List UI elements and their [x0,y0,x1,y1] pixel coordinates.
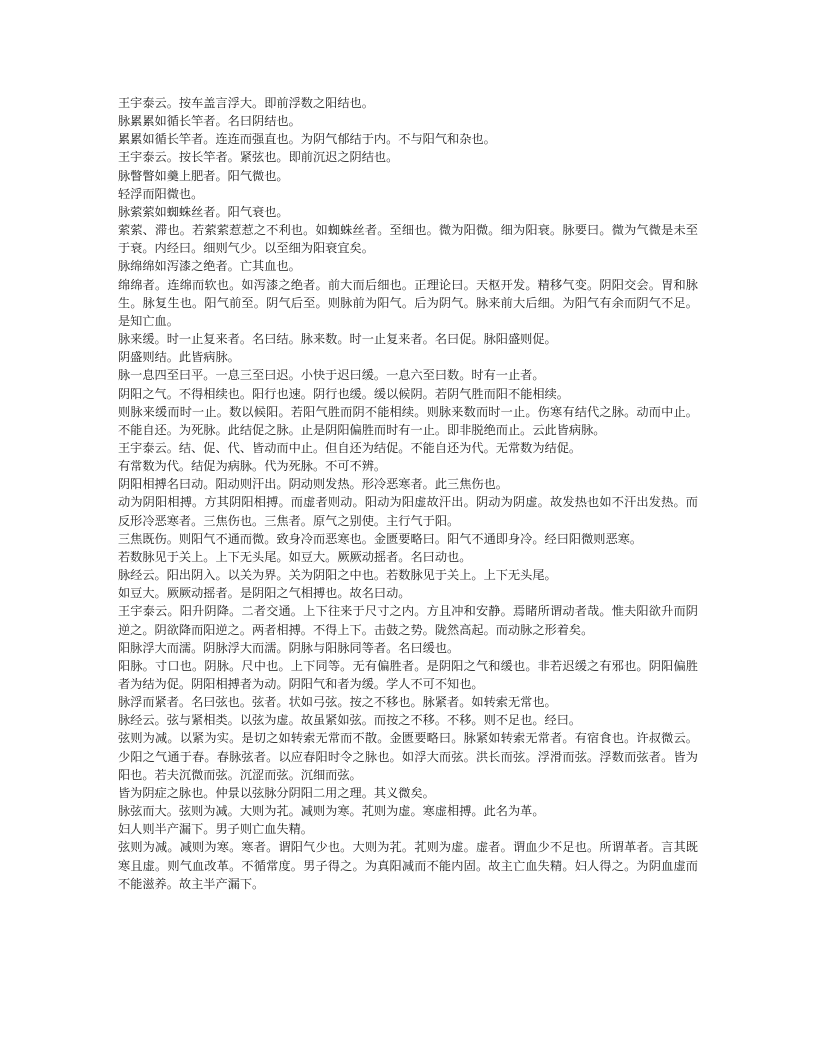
paragraph: 弦则为减。以紧为实。是切之如转索无常而不散。金匮要略曰。脉紧如转索无常者。有宿食也。许叔微云。少阳之气通于春。春脉弦者。以应春阳时令之脉也。如浮大而弦。洪长而弦。浮滑而弦。浮数而弦者。皆为阳也。若夫沉微而弦。沉涩而弦。沉细而弦。 [118,731,698,782]
paragraph: 王宇泰云。结、促、代、皆动而中止。但自还为结促。不能自还为代。无常数为结促。 [118,440,582,455]
paragraph: 脉绵绵如泻漆之绝者。亡其血也。 [118,259,301,274]
paragraph: 阴阳相搏名曰动。阳动则汗出。阴动则发热。形冷恶寒者。此三焦伤也。 [118,477,508,492]
paragraph: 有常数为代。结促为病脉。代为死脉。不可不辨。 [118,459,387,474]
paragraph: 三焦既伤。则阳气不通而微。致身冷而恶寒也。金匮要略曰。阳气不通即身冷。经曰阳微则恶寒。 [118,531,643,546]
paragraph: 动为阴阳相搏。方其阴阳相搏。而虚者则动。阳动为阳虚故汗出。阴动为阴虚。故发热也如不汗出发热。而反形冷恶寒者。三焦伤也。三焦者。原气之别使。主行气于阳。 [118,495,698,528]
paragraph: 脉经云。弦与紧相类。以弦为虚。故虽紧如弦。而按之不移。不移。则不足也。经曰。 [118,713,582,728]
paragraph: 王宇泰云。阳升阴降。二者交通。上下往来于尺寸之内。方且冲和安静。焉睹所谓动者哉。惟夫阳欲升而阴逆之。阴欲降而阳逆之。两者相搏。不得上下。击鼓之势。陇然高起。而动脉之形着矣。 [118,604,698,637]
paragraph: 王宇泰云。按长竿者。紧弦也。即前沉迟之阴结也。 [118,150,399,165]
paragraph: 脉来缓。时一止复来者。名曰结。脉来数。时一止复来者。名曰促。脉阳盛则促。 [118,332,557,347]
paragraph: 王宇泰云。按车盖言浮大。即前浮数之阳结也。 [118,96,374,110]
paragraph: 妇人则半产漏下。男子则亡血失精。 [118,822,313,837]
paragraph: 阳脉浮大而濡。阴脉浮大而濡。阴脉与阳脉同等者。名曰缓也。 [118,640,460,655]
paragraph: 脉弦而大。弦则为减。大则为芤。减则为寒。芤则为虚。寒虚相搏。此名为革。 [118,804,545,819]
paragraph: 脉一息四至曰平。一息三至曰迟。小快于迟曰缓。一息六至曰数。时有一止者。 [118,368,545,383]
paragraph: 脉累累如循长竿者。名曰阴结也。 [118,114,301,129]
paragraph: 轻浮而阳微也。 [118,186,204,201]
paragraph: 累累如循长竿者。连连而强直也。为阴气郁结于内。不与阳气和杂也。 [118,132,496,147]
paragraph: 皆为阴症之脉也。仲景以弦脉分阴阳二用之理。其义微矣。 [118,785,435,800]
paragraph: 脉经云。阳出阴入。以关为界。关为阴阳之中也。若数脉见于关上。上下无头尾。 [118,568,557,583]
paragraph: 如豆大。厥厥动摇者。是阴阳之气相搏也。故名曰动。 [118,586,411,601]
document-page [118,94,698,893]
paragraph: 阴阳之气。不得相续也。阳行也速。阴行也缓。缓以候阴。若阴气胜而阳不能相续。 [118,386,569,401]
paragraph: 脉浮而紧者。名曰弦也。弦者。状如弓弦。按之不移也。脉紧者。如转索无常也。 [118,695,557,710]
paragraph: 脉瞥瞥如羹上肥者。阳气微也。 [118,168,289,183]
paragraph: 阴盛则结。此皆病脉。 [118,350,240,365]
paragraph: 若数脉见于关上。上下无头尾。如豆大。厥厥动摇者。名曰动也。 [118,549,472,564]
paragraph: 阳脉。寸口也。阴脉。尺中也。上下同等。无有偏胜者。是阴阳之气和缓也。非若迟缓之有邪也。阴阳偏胜者为结为促。阴阳相搏者为动。阴阳气和者为缓。学人不可不知也。 [118,658,698,691]
paragraph: 弦则为减。减则为寒。寒者。谓阳气少也。大则为芤。芤则为虚。虚者。谓血少不足也。所谓革者。言其既寒且虚。则气血改革。不循常度。男子得之。为真阳减而不能内固。故主亡血失精。妇人得之。为阴血虚而不能滋养。故主半产漏下。 [118,840,698,891]
paragraph: 萦萦、滞也。若萦萦惹惹之不利也。如蜘蛛丝者。至细也。微为阳微。细为阳衰。脉要曰。微为气微是未至于衰。内经曰。细则气少。以至细为阳衰宜矣。 [118,223,698,256]
paragraph: 脉萦萦如蜘蛛丝者。阳气衰也。 [118,204,289,219]
paragraph: 则脉来缓而时一止。数以候阳。若阳气胜而阴不能相续。则脉来数而时一止。伤寒有结代之脉。动而中止。不能自还。为死脉。此结促之脉。止是阴阳偏胜而时有一止。即非脱绝而止。云此皆病脉。 [118,404,698,437]
paragraph: 绵绵者。连绵而软也。如泻漆之绝者。前大而后细也。正理论曰。天枢开发。精移气变。阴阳交会。胃和脉生。脉复生也。阳气前至。阴气后至。则脉前为阳气。后为阴气。脉来前大后细。为阳气有余而阴气不足。是知亡血。 [118,277,698,328]
